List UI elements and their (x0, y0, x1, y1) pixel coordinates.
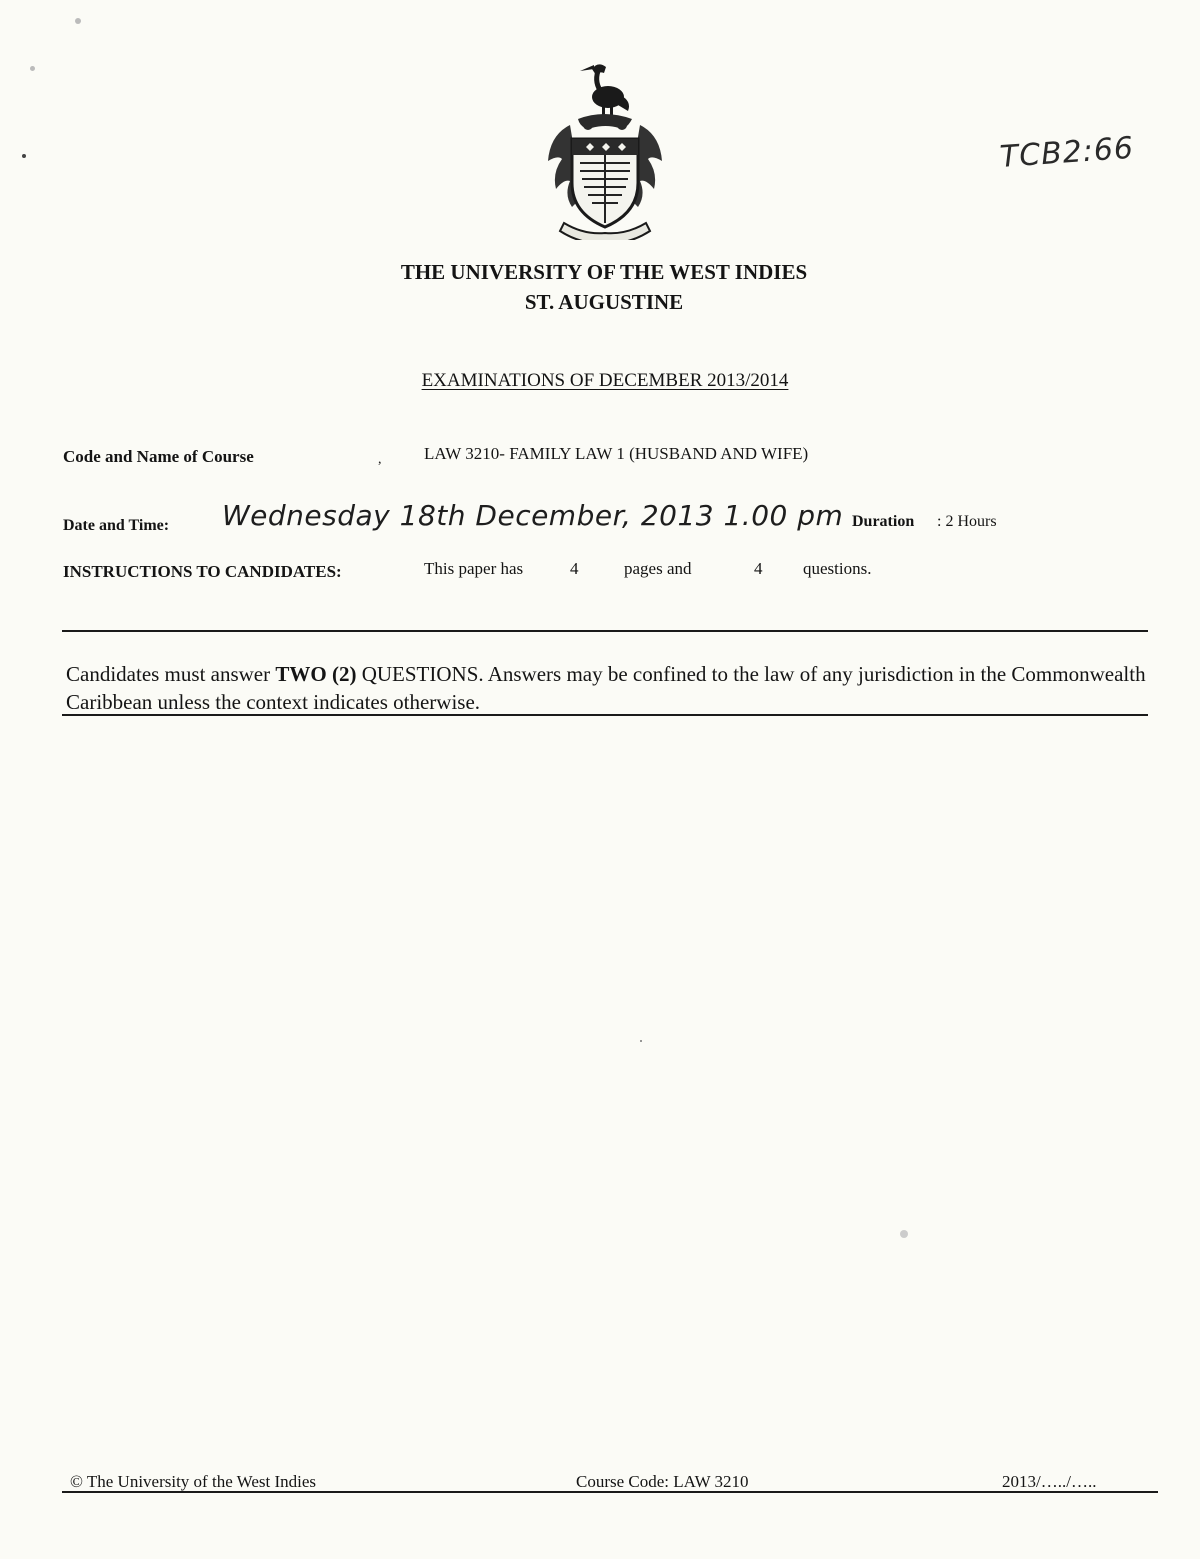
footer-divider-line (62, 1491, 1158, 1493)
duration-label: Duration (852, 513, 915, 530)
scan-speck (75, 18, 81, 24)
divider-line (62, 630, 1148, 632)
duration-value: : 2 Hours (937, 513, 997, 530)
footer-page-reference: 2013/…../….. (1002, 1472, 1097, 1491)
university-crest (530, 55, 680, 240)
instructions-label: INSTRUCTIONS TO CANDIDATES: (63, 562, 342, 581)
scan-speck (640, 1040, 642, 1042)
university-name: THE UNIVERSITY OF THE WEST INDIES (400, 260, 808, 284)
scan-speck (22, 154, 26, 158)
course-separator: , (378, 452, 382, 467)
campus-name: ST. AUGUSTINE (524, 290, 684, 314)
pages-text: pages and (624, 559, 692, 578)
questions-text: questions. (803, 559, 872, 578)
footer-copyright: © The University of the West Indies (70, 1472, 317, 1491)
date-time-label: Date and Time: (63, 517, 170, 534)
exam-session-text: EXAMINATIONS OF DECEMBER 2013/2014 (421, 370, 789, 391)
candidate-instructions-paragraph (66, 660, 1156, 716)
instructions-prefix: This paper has (424, 559, 524, 578)
scan-speck (900, 1230, 908, 1238)
instructions-bold-count: TWO (2) (275, 662, 357, 686)
divider-line (62, 714, 1148, 716)
course-label: Code and Name of Course (63, 447, 254, 466)
course-value: LAW 3210- FAMILY LAW 1 (HUSBAND AND WIFE) (424, 444, 809, 463)
questions-count: 4 (754, 559, 763, 578)
handwritten-reference-code: TCB2:66 (998, 130, 1136, 175)
pages-count: 4 (570, 559, 579, 578)
instructions-text-end: QUESTIONS. Answers may be confined to the law of any jurisdiction in the Commonwealth Caribbean unless the context indicates otherwise. (66, 662, 1146, 714)
instructions-text-start: Candidates must answer (66, 662, 276, 686)
scan-speck (30, 66, 35, 71)
footer-course-code: Course Code: LAW 3210 (576, 1472, 749, 1491)
exam-session-title (0, 368, 1200, 394)
handwritten-date-time: Wednesday 18th December, 2013 1.00 pm (222, 499, 844, 532)
